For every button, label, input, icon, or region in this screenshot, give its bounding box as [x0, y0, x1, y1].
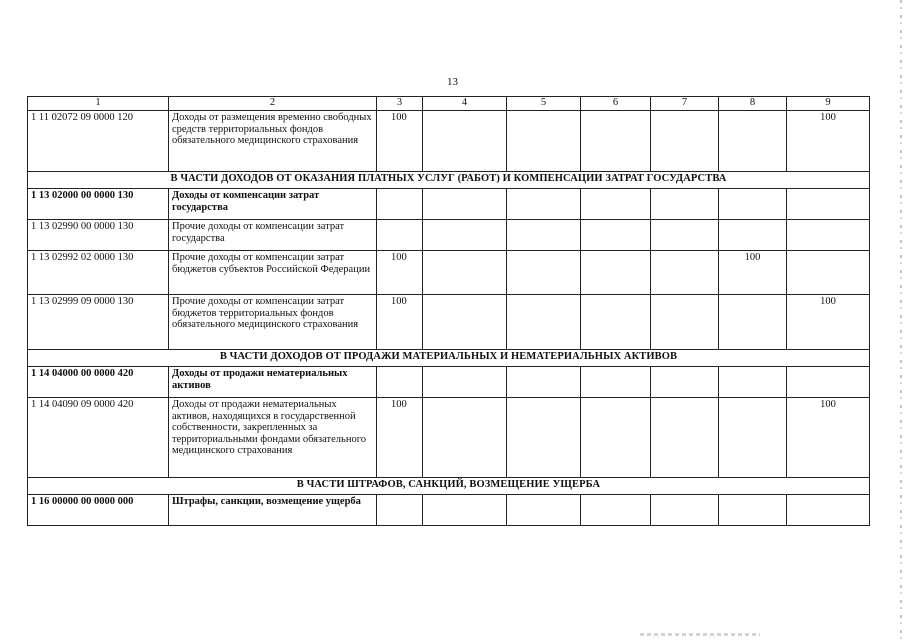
table-row — [28, 189, 870, 220]
col8-value-cell: 100 — [719, 251, 787, 295]
revenue-name-cell: Штрафы, санкции, возмещение ущерба — [169, 495, 377, 526]
col6-value-cell — [581, 251, 651, 295]
col4-value-cell — [423, 189, 507, 220]
column-header: 5 — [507, 97, 581, 111]
table-row — [28, 295, 870, 350]
col8-value-cell — [719, 495, 787, 526]
budget-code-cell: 1 14 04090 09 0000 420 — [28, 398, 169, 478]
section-heading: В ЧАСТИ ШТРАФОВ, САНКЦИЙ, ВОЗМЕЩЕНИЕ УЩЕРБА — [28, 478, 870, 495]
scan-edge-artifact — [900, 0, 902, 640]
revenue-name-cell: Доходы от продажи нематериальных активов — [169, 367, 377, 398]
budget-code-cell: 1 13 02992 02 0000 130 — [28, 251, 169, 295]
revenue-classification-table — [27, 96, 870, 526]
table-row — [28, 367, 870, 398]
col4-value-cell — [423, 220, 507, 251]
column-header: 9 — [787, 97, 870, 111]
page-number: 13 — [447, 76, 458, 88]
table-row — [28, 495, 870, 526]
budget-code-cell: 1 13 02000 00 0000 130 — [28, 189, 169, 220]
column-header: 6 — [581, 97, 651, 111]
column-number-row — [28, 97, 870, 111]
col8-value-cell — [719, 111, 787, 172]
col3-value-cell: 100 — [377, 295, 423, 350]
col5-value-cell — [507, 495, 581, 526]
budget-code-cell: 1 11 02072 09 0000 120 — [28, 111, 169, 172]
col7-value-cell — [651, 111, 719, 172]
col6-value-cell — [581, 220, 651, 251]
revenue-name-cell: Прочие доходы от компенсации затрат бюджетов территориальных фондов обязательного медицинского страхования — [169, 295, 377, 350]
revenue-name-cell: Доходы от размещения временно свободных средств территориальных фондов обязательного медицинского страхования — [169, 111, 377, 172]
col4-value-cell — [423, 251, 507, 295]
col3-value-cell — [377, 495, 423, 526]
col9-value-cell: 100 — [787, 398, 870, 478]
col7-value-cell — [651, 251, 719, 295]
table-body — [28, 97, 870, 526]
col7-value-cell — [651, 367, 719, 398]
col7-value-cell — [651, 398, 719, 478]
col8-value-cell — [719, 220, 787, 251]
col3-value-cell — [377, 367, 423, 398]
col4-value-cell — [423, 111, 507, 172]
col4-value-cell — [423, 367, 507, 398]
col9-value-cell: 100 — [787, 111, 870, 172]
col9-value-cell — [787, 495, 870, 526]
revenue-name-cell: Доходы от компенсации затрат государства — [169, 189, 377, 220]
revenue-name-cell: Прочие доходы от компенсации затрат государства — [169, 220, 377, 251]
section-heading-row — [28, 350, 870, 367]
col7-value-cell — [651, 220, 719, 251]
col9-value-cell: 100 — [787, 295, 870, 350]
column-header: 3 — [377, 97, 423, 111]
table-row — [28, 251, 870, 295]
col5-value-cell — [507, 111, 581, 172]
column-header: 2 — [169, 97, 377, 111]
col6-value-cell — [581, 398, 651, 478]
col8-value-cell — [719, 367, 787, 398]
col5-value-cell — [507, 189, 581, 220]
col6-value-cell — [581, 295, 651, 350]
revenue-name-cell: Прочие доходы от компенсации затрат бюджетов субъектов Российской Федерации — [169, 251, 377, 295]
col6-value-cell — [581, 189, 651, 220]
col8-value-cell — [719, 295, 787, 350]
budget-code-cell: 1 13 02990 00 0000 130 — [28, 220, 169, 251]
col7-value-cell — [651, 495, 719, 526]
col8-value-cell — [719, 189, 787, 220]
col8-value-cell — [719, 398, 787, 478]
col6-value-cell — [581, 367, 651, 398]
col7-value-cell — [651, 295, 719, 350]
column-header: 7 — [651, 97, 719, 111]
scan-mark-artifact — [640, 633, 760, 636]
budget-code-cell: 1 13 02999 09 0000 130 — [28, 295, 169, 350]
col6-value-cell — [581, 495, 651, 526]
col5-value-cell — [507, 295, 581, 350]
col5-value-cell — [507, 367, 581, 398]
budget-code-cell: 1 14 04000 00 0000 420 — [28, 367, 169, 398]
revenue-name-cell: Доходы от продажи нематериальных активов, находящихся в государственной собственности, закрепленных за территориальными фондами обязательного медицинского страхования — [169, 398, 377, 478]
col5-value-cell — [507, 251, 581, 295]
col4-value-cell — [423, 398, 507, 478]
col5-value-cell — [507, 398, 581, 478]
col9-value-cell — [787, 251, 870, 295]
col9-value-cell — [787, 189, 870, 220]
section-heading: В ЧАСТИ ДОХОДОВ ОТ ПРОДАЖИ МАТЕРИАЛЬНЫХ И НЕМАТЕРИАЛЬНЫХ АКТИВОВ — [28, 350, 870, 367]
column-header: 4 — [423, 97, 507, 111]
section-heading-row — [28, 478, 870, 495]
col3-value-cell — [377, 189, 423, 220]
section-heading-row — [28, 172, 870, 189]
col4-value-cell — [423, 495, 507, 526]
col9-value-cell — [787, 367, 870, 398]
col7-value-cell — [651, 189, 719, 220]
col5-value-cell — [507, 220, 581, 251]
col6-value-cell — [581, 111, 651, 172]
budget-code-cell: 1 16 00000 00 0000 000 — [28, 495, 169, 526]
column-header: 1 — [28, 97, 169, 111]
table-row — [28, 111, 870, 172]
col3-value-cell: 100 — [377, 251, 423, 295]
table-row — [28, 220, 870, 251]
col3-value-cell: 100 — [377, 111, 423, 172]
table-row — [28, 398, 870, 478]
col3-value-cell — [377, 220, 423, 251]
section-heading: В ЧАСТИ ДОХОДОВ ОТ ОКАЗАНИЯ ПЛАТНЫХ УСЛУГ (РАБОТ) И КОМПЕНСАЦИИ ЗАТРАТ ГОСУДАРСТВА — [28, 172, 870, 189]
col4-value-cell — [423, 295, 507, 350]
col9-value-cell — [787, 220, 870, 251]
column-header: 8 — [719, 97, 787, 111]
col3-value-cell: 100 — [377, 398, 423, 478]
